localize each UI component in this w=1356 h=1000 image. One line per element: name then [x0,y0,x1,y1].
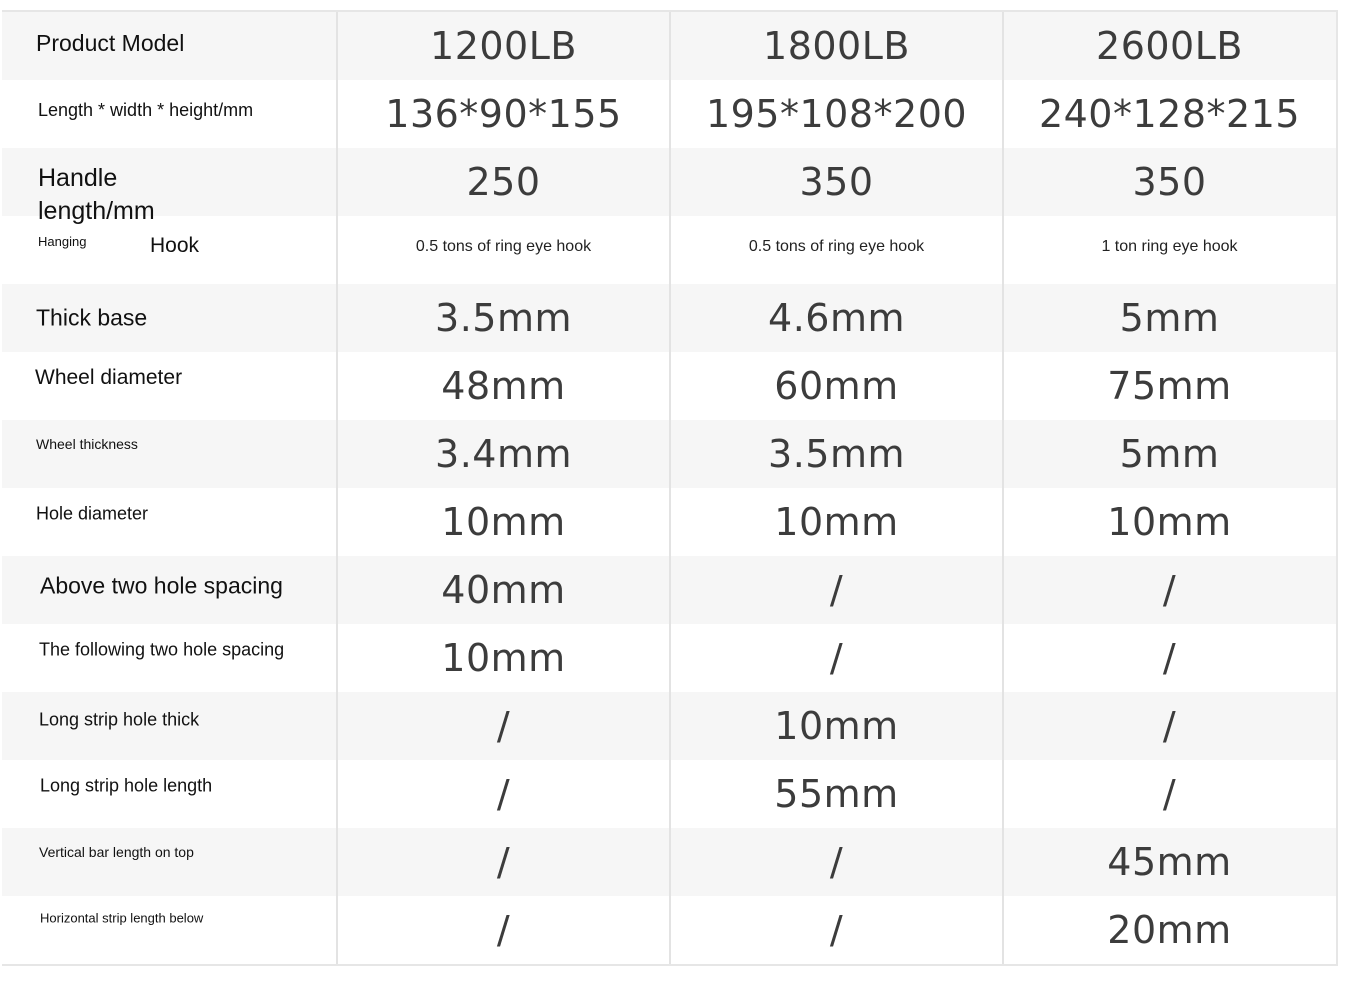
row-label: Length * width * height/mm [38,100,254,120]
table-row [2,352,1336,420]
row-label: Wheel thickness [36,436,138,452]
row-value: / [336,828,669,896]
row-value: 3.4mm [336,420,669,488]
row-value: 10mm [669,488,1002,556]
row-label-cell [2,624,336,692]
row-value: 3.5mm [336,284,669,352]
table-row [2,760,1336,828]
row-value: 0.5 tons of ring eye hook [669,216,1002,284]
row-label-cell [2,488,336,556]
row-value: / [336,896,669,964]
row-label-cell [2,284,336,352]
row-value: 3.5mm [669,420,1002,488]
row-value: 5mm [1002,420,1335,488]
row-label-cell [2,556,336,624]
model-1800lb: 1800LB [669,12,1002,80]
row-label: Vertical bar length on top [39,844,194,860]
row-value: 45mm [1002,828,1335,896]
row-value: / [1002,760,1335,828]
row-value: 20mm [1002,896,1335,964]
row-value: 350 [669,148,1002,216]
row-label: Long strip hole thick [39,709,200,730]
row-value: / [1002,556,1335,624]
row-label-small: Hanging [38,234,87,249]
row-label-cell [2,216,336,284]
row-value: / [1002,624,1335,692]
row-value: 5mm [1002,284,1335,352]
row-value: 75mm [1002,352,1335,420]
table-row [2,556,1336,624]
row-label-cell [2,148,336,225]
row-label-cell [2,12,336,80]
row-label-cell [2,352,336,420]
spec-table [2,10,1338,966]
row-label-cell [2,896,336,964]
row-label: Hole diameter [36,503,149,524]
table-row [2,80,1336,148]
row-label-cell [2,692,336,760]
table-row [2,624,1336,692]
table-row [2,148,1336,225]
row-value: / [1002,692,1335,760]
row-value: 195*108*200 [669,80,1002,148]
row-value: 1 ton ring eye hook [1002,216,1335,284]
table-row [2,896,1336,964]
row-label-big: Hook [150,234,200,257]
model-2600lb: 2600LB [1002,12,1335,80]
row-value: 10mm [336,624,669,692]
row-value: 250 [336,148,669,216]
row-label: Wheel diameter [35,366,183,389]
row-label: Above two hole spacing [40,572,283,599]
row-label-cell [2,760,336,828]
row-value: 136*90*155 [336,80,669,148]
table-header-row [2,12,1336,80]
row-value: 10mm [1002,488,1335,556]
row-value: / [669,556,1002,624]
product-model-label: Product Model [36,30,185,56]
row-value: 350 [1002,148,1335,216]
row-value: 4.6mm [669,284,1002,352]
table-row [2,284,1336,352]
model-1200lb: 1200LB [336,12,669,80]
row-label: Long strip hole length [40,775,213,796]
table-row [2,420,1336,488]
row-label: Horizontal strip length below [40,910,204,926]
row-value: 10mm [669,692,1002,760]
row-value: 0.5 tons of ring eye hook [336,216,669,284]
row-value: 48mm [336,352,669,420]
row-label-cell [2,420,336,488]
table-row [2,488,1336,556]
row-value: / [336,760,669,828]
row-value: 60mm [669,352,1002,420]
row-label: Handle length/mm [38,164,155,225]
row-label: The following two hole spacing [39,639,285,660]
row-value: 10mm [336,488,669,556]
table-row [2,828,1336,896]
row-label-cell [2,828,336,896]
row-value: 40mm [336,556,669,624]
row-value: / [669,828,1002,896]
row-value: / [669,896,1002,964]
row-value: 55mm [669,760,1002,828]
row-value: / [336,692,669,760]
table-row [2,692,1336,760]
row-label-cell [2,80,336,148]
row-label: Thick base [36,304,148,331]
row-value: 240*128*215 [1002,80,1335,148]
row-value: / [669,624,1002,692]
table-row [2,216,1336,284]
